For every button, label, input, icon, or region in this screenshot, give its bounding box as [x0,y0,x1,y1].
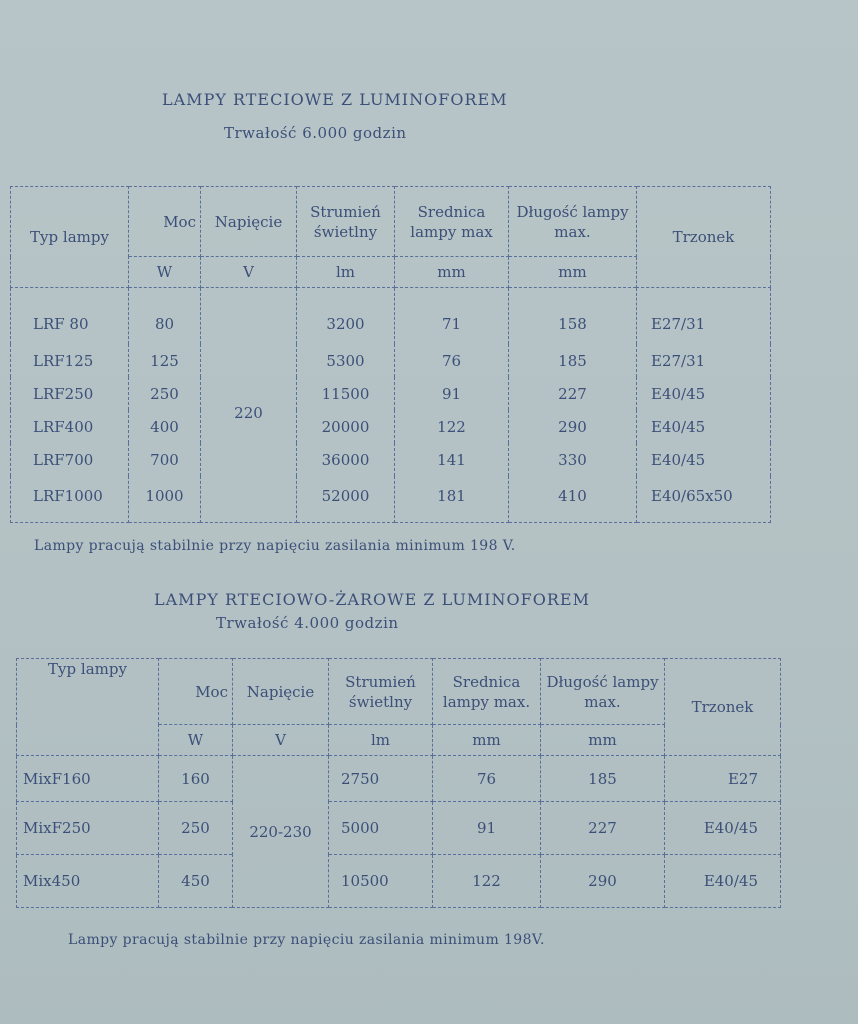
cell-type: LRF 80 [11,288,129,345]
cell-power: 250 [129,377,201,410]
cell-base: E27/31 [637,344,771,377]
cell-length: 330 [509,443,637,476]
cell-length: 158 [509,288,637,345]
unit-power: W [159,725,233,756]
header-voltage: Napięcie [233,659,329,725]
cell-diameter: 122 [395,410,509,443]
cell-base: E40/45 [665,802,781,855]
header-voltage: Napięcie [201,187,297,257]
header-length: Długość lampy max. [541,659,665,725]
header-power: Moc [159,659,233,725]
cell-type: Mix450 [17,855,159,908]
cell-length: 410 [509,476,637,523]
header-lumens: Strumień świetlny [297,187,395,257]
unit-lumens: lm [329,725,433,756]
table-row [11,410,771,443]
cell-lumens: 10500 [329,855,433,908]
cell-length: 227 [509,377,637,410]
cell-lumens: 3200 [297,288,395,345]
cell-length: 185 [509,344,637,377]
table-row [11,443,771,476]
cell-lumens: 36000 [297,443,395,476]
unit-length: mm [509,257,637,288]
cell-lumens: 2750 [329,756,433,802]
table-mixed-lamps [16,658,781,908]
table-row [17,756,781,802]
table-row [17,855,781,908]
cell-type: LRF700 [11,443,129,476]
table-row [11,476,771,523]
cell-base: E27/31 [637,288,771,345]
header-type: Typ lampy [17,659,159,756]
cell-power: 250 [159,802,233,855]
unit-voltage: V [233,725,329,756]
table-row [11,288,771,345]
cell-base: E40/65x50 [637,476,771,523]
cell-base: E27 [665,756,781,802]
header-diameter: Srednica lampy max [395,187,509,257]
unit-length: mm [541,725,665,756]
cell-voltage: 220 [201,288,297,523]
cell-length: 227 [541,802,665,855]
unit-voltage: V [201,257,297,288]
cell-type: LRF400 [11,410,129,443]
cell-diameter: 181 [395,476,509,523]
cell-power: 400 [129,410,201,443]
cell-type: MixF160 [17,756,159,802]
cell-base: E40/45 [637,443,771,476]
cell-diameter: 91 [433,802,541,855]
cell-base: E40/45 [637,377,771,410]
unit-diameter: mm [433,725,541,756]
unit-power: W [129,257,201,288]
cell-power: 125 [129,344,201,377]
header-type: Typ lampy [11,187,129,288]
cell-length: 185 [541,756,665,802]
cell-power: 450 [159,855,233,908]
cell-length: 290 [509,410,637,443]
table-row [11,344,771,377]
cell-diameter: 76 [433,756,541,802]
header-base: Trzonek [665,659,781,756]
cell-type: LRF1000 [11,476,129,523]
cell-diameter: 91 [395,377,509,410]
header-diameter: Srednica lampy max. [433,659,541,725]
cell-power: 1000 [129,476,201,523]
header-length: Długość lampy max. [509,187,637,257]
cell-type: LRF125 [11,344,129,377]
cell-power: 700 [129,443,201,476]
cell-base: E40/45 [665,855,781,908]
table-row [17,802,781,855]
cell-diameter: 122 [433,855,541,908]
cell-lumens: 5300 [297,344,395,377]
cell-lumens: 20000 [297,410,395,443]
cell-lumens: 11500 [297,377,395,410]
cell-type: LRF250 [11,377,129,410]
cell-base: E40/45 [637,410,771,443]
section1-title: LAMPY RTECIOWE Z LUMINOFOREM [162,90,508,109]
cell-type: MixF250 [17,802,159,855]
cell-voltage: 220-230 [233,756,329,908]
cell-power: 80 [129,288,201,345]
cell-length: 290 [541,855,665,908]
cell-lumens: 5000 [329,802,433,855]
cell-diameter: 141 [395,443,509,476]
section2-subtitle: Trwałość 4.000 godzin [216,614,399,632]
header-power: Moc [129,187,201,257]
cell-power: 160 [159,756,233,802]
table-row [11,377,771,410]
table-mercury-lamps [10,186,771,523]
unit-diameter: mm [395,257,509,288]
cell-lumens: 52000 [297,476,395,523]
section1-note: Lampy pracują stabilnie przy napięciu zasilania minimum 198 V. [34,538,516,554]
section2-note: Lampy pracują stabilnie przy napięciu zasilania minimum 198V. [68,932,545,948]
cell-diameter: 76 [395,344,509,377]
header-base: Trzonek [637,187,771,288]
header-lumens: Strumień świetlny [329,659,433,725]
unit-lumens: lm [297,257,395,288]
section2-title: LAMPY RTECIOWO-ŻAROWE Z LUMINOFOREM [154,590,590,609]
cell-diameter: 71 [395,288,509,345]
section1-subtitle: Trwałość 6.000 godzin [224,124,407,142]
